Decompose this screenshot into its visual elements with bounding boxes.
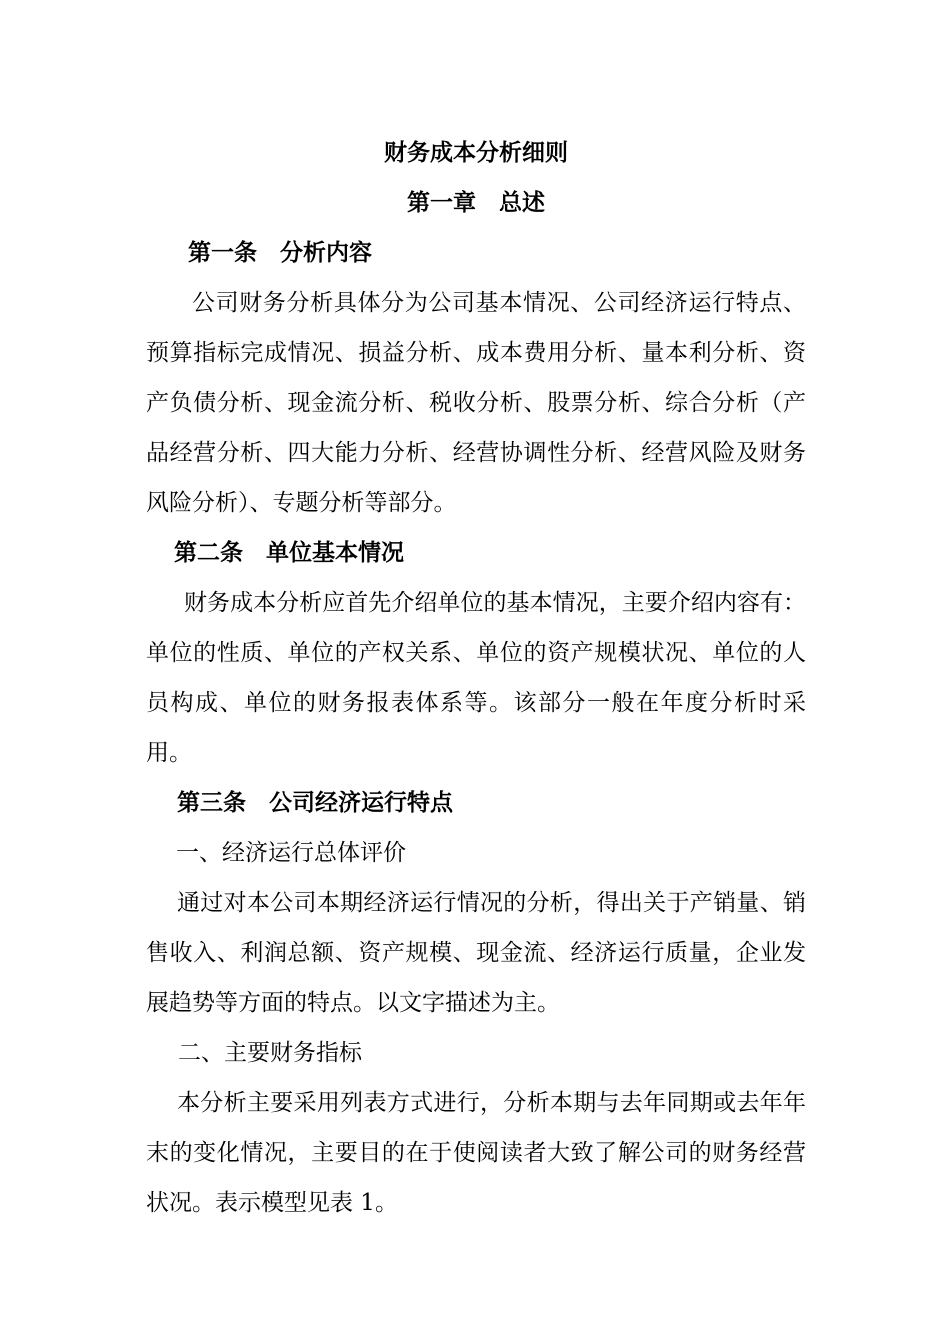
document-title: 财务成本分析细则	[384, 139, 568, 166]
document-page	[146, 128, 806, 1228]
article-2-heading: 第二条 单位基本情况	[174, 539, 404, 566]
chapter-title: 第一章 总述	[407, 189, 545, 216]
section-1-paragraph: 通过对本公司本期经济运行情况的分析，得出关于产销量、销售收入、利润总额、资产规模、现金流、经济运行质量，企业发展趋势等方面的特点。以文字描述为主。	[146, 890, 806, 1016]
article-1-paragraph: 公司财务分析具体分为公司基本情况、公司经济运行特点、预算指标完成情况、损益分析、成本费用分析、量本利分析、资产负债分析、现金流分析、税收分析、股票分析、综合分析（产品经营分析、四大能力分析、经营协调性分析、经营风险及财务风险分析）、专题分析等部分。	[146, 290, 806, 516]
article-3-heading: 第三条 公司经济运行特点	[177, 789, 453, 816]
section-2-heading: 二、主要财务指标	[178, 1040, 362, 1066]
section-2-paragraph: 本分析主要采用列表方式进行，分析本期与去年同期或去年年末的变化情况，主要目的在于使阅读者大致了解公司的财务经营状况。表示模型见表 1。	[146, 1090, 806, 1216]
article-1-heading: 第一条 分析内容	[188, 239, 372, 266]
article-2-paragraph: 财务成本分析应首先介绍单位的基本情况，主要介绍内容有：单位的性质、单位的产权关系、单位的资产规模状况、单位的人员构成、单位的财务报表体系等。该部分一般在年度分析时采用。	[146, 590, 806, 766]
section-1-heading: 一、经济运行总体评价	[176, 840, 406, 866]
